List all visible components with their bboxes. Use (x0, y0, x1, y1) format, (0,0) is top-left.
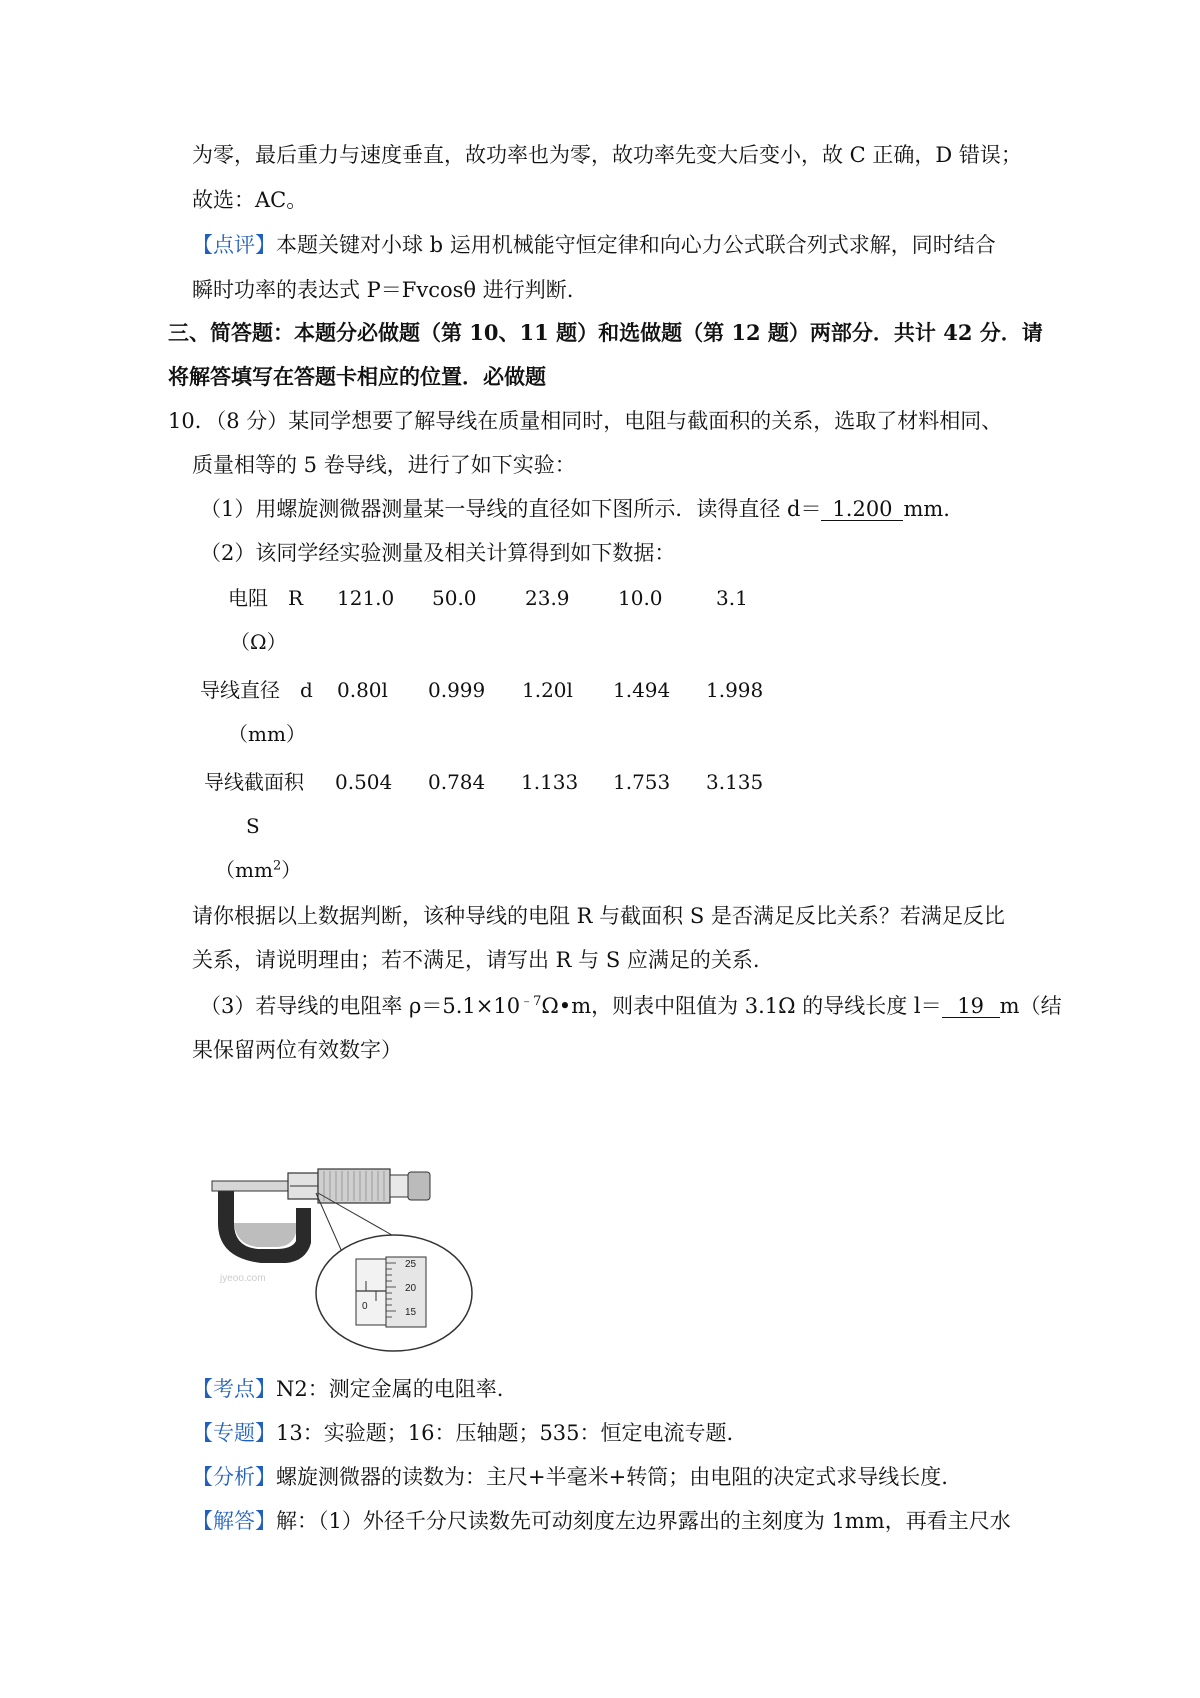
part-2-line: （2）该同学经实验测量及相关计算得到如下数据： (200, 541, 676, 565)
cell-d-5: 1.998 (706, 678, 764, 702)
cell-s-2: 0.784 (428, 770, 486, 794)
cell-d-4: 1.494 (613, 678, 671, 702)
row-unit-area (215, 860, 301, 880)
scale-label-0: 0 (362, 1301, 368, 1312)
scale-label-15: 15 (405, 1307, 417, 1318)
jieda-text: 解：（1）外径千分尺读数先可动刻度左边界露出的主刻度为 1mm，再看主尺水 (276, 1509, 1011, 1533)
part-3-line-2: 果保留两位有效数字） (192, 1038, 402, 1062)
row-unit-area-sup: 2 (272, 858, 282, 874)
micrometer-ratchet (390, 1175, 408, 1197)
review-tag: 【点评】 (192, 233, 276, 257)
jieda-tag: 【解答】 (192, 1509, 276, 1533)
kaodian-line (192, 1379, 503, 1400)
part-3-line-1 (200, 996, 1062, 1018)
judge-line-2: 关系，请说明理由；若不满足，请写出 R 与 S 应满足的关系. (192, 948, 760, 972)
row-unit-area-end: ） (281, 858, 302, 882)
review-line-1 (192, 235, 996, 256)
cell-s-5: 3.135 (706, 770, 764, 794)
question-10-line-2: 质量相等的 5 卷导线，进行了如下实验： (192, 453, 576, 477)
part-1-line (200, 499, 950, 521)
part-3-answer: 19 (942, 996, 1000, 1018)
kaodian-tag: 【考点】 (192, 1377, 276, 1401)
zhuanti-text: 13：实验题；16：压轴题；535：恒定电流专题. (276, 1421, 734, 1445)
fenxi-tag: 【分析】 (192, 1465, 276, 1489)
cell-s-1: 0.504 (335, 770, 393, 794)
row-symbol-area: S (246, 814, 260, 838)
part-1-text: （1）用螺旋测微器测量某一导线的直径如下图所示．读得直径 d＝ (200, 497, 822, 521)
watermark: jyeoo.com (220, 1273, 266, 1284)
part-3-exponent: ﹣7 (520, 994, 542, 1009)
micrometer-frame-light (234, 1223, 296, 1247)
review-line-2: 瞬时功率的表达式 P＝Fvcosθ 进行判断. (192, 278, 574, 302)
scale-label-20: 20 (405, 1283, 417, 1294)
cell-d-2: 0.999 (428, 678, 486, 702)
row-unit-resistance: （Ω） (230, 630, 287, 654)
scale-label-25: 25 (405, 1259, 417, 1270)
review-text-1: 本题关键对小球 b 运用机械能守恒定律和向心力公式联合列式求解，同时结合 (276, 233, 996, 257)
fenxi-text: 螺旋测微器的读数为：主尺+半毫米+转筒；由电阻的决定式求导线长度. (276, 1465, 948, 1489)
cell-s-3: 1.133 (521, 770, 579, 794)
cell-r-2: 50.0 (432, 586, 477, 610)
cell-d-1: 0.80l (337, 678, 388, 702)
jieda-line (192, 1511, 1011, 1532)
text-line-1: 为零，最后重力与速度垂直，故功率也为零，故功率先变大后变小，故 C 正确，D 错误； (192, 143, 1022, 167)
cell-s-4: 1.753 (613, 770, 671, 794)
part-1-unit: mm. (903, 497, 950, 521)
row-label-resistance: 电阻 R (228, 586, 304, 610)
part-3-text: （3）若导线的电阻率 ρ＝5.1×10 (200, 994, 521, 1018)
zhuanti-tag: 【专题】 (192, 1421, 276, 1445)
cell-r-4: 10.0 (618, 586, 663, 610)
fenxi-line (192, 1467, 948, 1488)
part-3-text-end: m（结 (999, 994, 1062, 1018)
cell-r-5: 3.1 (716, 586, 748, 610)
row-unit-area-text: （mm (215, 858, 273, 882)
part-3-text-mid: Ω•m，则表中阻值为 3.1Ω 的导线长度 l＝ (541, 994, 942, 1018)
row-label-area: 导线截面积 (204, 770, 304, 794)
zhuanti-line (192, 1423, 733, 1444)
row-unit-diameter: （mm） (228, 722, 306, 746)
row-label-diameter: 导线直径 d (200, 678, 313, 702)
section-heading-line-1: 三、简答题：本题分必做题（第 10、11 题）和选做题（第 12 题）两部分．共计 42 分．请 (168, 320, 1043, 345)
question-10-line-1: 10．（8 分）某同学想要了解导线在质量相同时，电阻与截面积的关系，选取了材料相同、 (168, 409, 1003, 433)
part-1-answer: 1.200 (821, 499, 903, 521)
section-heading-line-2: 将解答填写在答题卡相应的位置．必做题 (168, 364, 546, 389)
cell-r-1: 121.0 (337, 586, 395, 610)
kaodian-text: N2：测定金属的电阻率. (276, 1377, 504, 1401)
text-line-2: 故选：AC。 (192, 188, 308, 212)
judge-line-1: 请你根据以上数据判断，该种导线的电阻 R 与截面积 S 是否满足反比关系？若满足反比 (192, 904, 1005, 928)
cell-r-3: 23.9 (525, 586, 570, 610)
micrometer-figure (206, 1163, 506, 1353)
cell-d-3: 1.20l (522, 678, 573, 702)
